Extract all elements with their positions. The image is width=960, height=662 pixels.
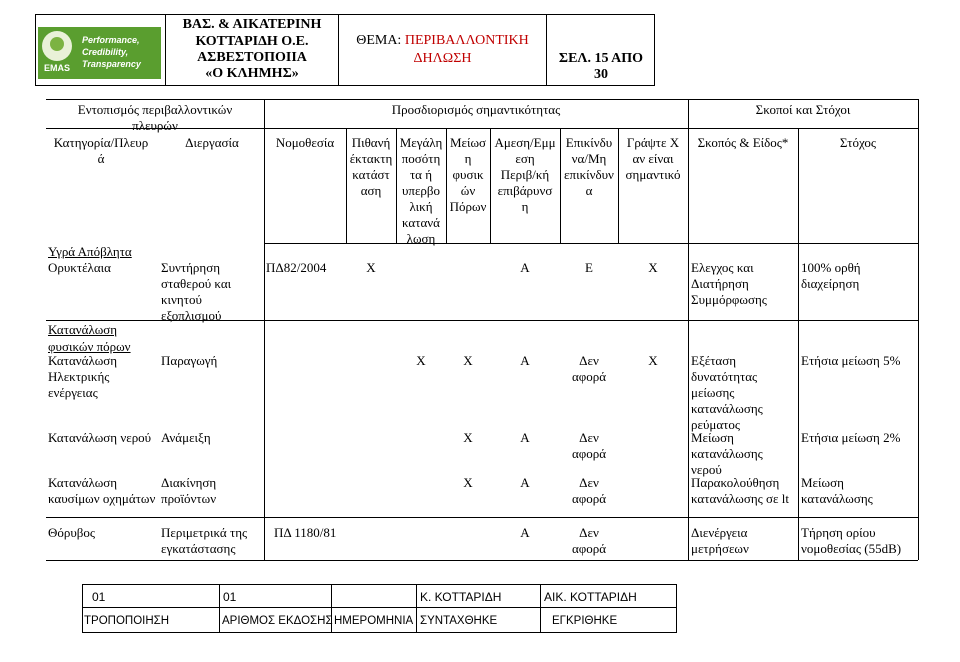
row-target: Ετήσια μείωση 2%	[801, 430, 901, 445]
footer-approver-value: ΑΙΚ. ΚΟΤΤΑΡΙΔΗ	[544, 590, 637, 604]
row-legislation: ΠΔ82/2004	[266, 260, 327, 275]
footer-issue-number-value: 01	[223, 590, 237, 604]
group-header-env-aspects: Εντοπισμός περιβαλλοντικών πλευρών	[77, 102, 233, 133]
row-large-quantity: Χ	[416, 353, 426, 368]
column-header-target: Στόχος	[839, 135, 877, 150]
column-header-direct-indirect: Αμεση/Εμμ εση Περιβ/κή επιβάρυνσ η	[494, 135, 556, 214]
column-header-hazardous: Επικίνδυ να/Μη επικίνδυν α	[564, 135, 614, 198]
row-direct-indirect: Α	[520, 430, 530, 445]
emas-logo-tagline-1: Performance,	[82, 35, 140, 45]
row-target: 100% ορθή διαχείρηση	[801, 260, 861, 291]
row-category: Κατανάλωση καυσίμων οχημάτων	[48, 475, 156, 506]
row-goal-type: Παρακολούθηση κατανάλωσης σε lt	[691, 475, 789, 506]
row-hazardous: Ε	[585, 260, 593, 275]
emas-star-circle-icon	[42, 31, 72, 61]
row-direct-indirect: Α	[520, 260, 530, 275]
row-category: Κατανάλωση νερού	[48, 430, 152, 445]
emas-logo-tagline-3: Transparency	[82, 59, 141, 69]
company-name-line-2: ΚΟΤΤΑΡΙΔΗ Ο.Ε.	[195, 34, 309, 49]
company-name-line-3: ΑΣΒΕΣΤΟΠΟΙΙΑ	[197, 50, 307, 65]
emas-logo	[38, 27, 161, 79]
row-legislation: ΠΔ 1180/81	[274, 525, 337, 540]
row-hazardous: Δεν αφορά	[571, 475, 607, 506]
row-target: Τήρηση ορίου νομοθεσίας (55dB)	[801, 525, 902, 556]
emas-logo-tagline-2: Credibility,	[82, 47, 129, 57]
row-goal-type: Διενέργεια μετρήσεων	[691, 525, 749, 556]
header-divider	[338, 14, 339, 86]
row-target: Ετήσια μείωση 5%	[801, 353, 901, 368]
group-header-significance: Προσδιορισμός σημαντικότητας	[391, 102, 561, 117]
document-theme	[339, 33, 546, 49]
row-resource-reduction: Χ	[463, 353, 473, 368]
group-header-goals: Σκοποί και Στόχοι	[755, 102, 851, 117]
row-target: Μείωση κατανάλωσης	[801, 475, 873, 506]
column-header-category: Κατηγορία/Πλευρ ά	[53, 135, 149, 166]
row-mark-significant: Χ	[648, 260, 658, 275]
row-category: Ορυκτέλαια	[48, 260, 111, 275]
row-hazardous: Δεν αφορά	[571, 525, 607, 556]
row-goal-type: Εξέταση δυνατότητας μείωσης κατανάλωσης ρεύματος	[691, 353, 763, 432]
row-category: Κατανάλωση Ηλεκτρικής ενέργειας	[48, 353, 118, 400]
footer-author-value: Κ. ΚΟΤΤΑΡΙΔΗ	[420, 590, 502, 604]
section-liquid-waste: Υγρά Απόβλητα	[48, 244, 132, 259]
company-name-line-1: ΒΑΣ. & ΑΙΚΑΤΕΡΙΝΗ	[182, 17, 322, 32]
row-hazardous: Δεν αφορά	[571, 430, 607, 461]
row-goal-type: Ελεγχος και Διατήρηση Συμμόρφωσης	[691, 260, 767, 307]
footer-approver-label: ΕΓΚΡΙΘΗΚΕ	[552, 615, 618, 627]
row-process: Συντήρηση σταθερού και κινητού εξοπλισμού	[161, 260, 232, 323]
row-direct-indirect: Α	[520, 475, 530, 490]
row-process: Ανάμειξη	[161, 430, 211, 445]
footer-revision-label: ΤΡΟΠΟΠΟΙΗΣΗ	[84, 615, 170, 627]
footer-issue-number-label: ΑΡΙΘΜΟΣ ΕΚΔΟΣΗΣ	[222, 615, 333, 627]
column-header-legislation: Νομοθεσία	[275, 135, 335, 150]
section-resource-consumption: Κατανάλωση φυσικών πόρων	[48, 322, 131, 354]
emas-logo-badge: EMAS	[44, 63, 71, 73]
row-goal-type: Μείωση κατανάλωσης νερού	[691, 430, 763, 477]
row-process: Διακίνηση προϊόντων	[161, 475, 217, 506]
row-direct-indirect: Α	[520, 525, 530, 540]
row-category: Θόρυβος	[48, 525, 96, 540]
company-name-line-4: «Ο ΚΛΗΜΗΣ»	[205, 66, 299, 81]
column-header-goal-type: Σκοπός & Είδος*	[697, 135, 789, 150]
row-hazardous: Δεν αφορά	[571, 353, 607, 384]
theme-value-line-1: ΠΕΡΙΒΑΛΛΟΝΤΙΚΗ	[404, 33, 529, 48]
column-header-process: Διεργασία	[185, 135, 239, 150]
column-header-possible-emergency: Πιθανή έκτακτη κατάστ αση	[349, 135, 393, 198]
row-process: Περιμετρικά της εγκατάστασης	[161, 525, 248, 556]
column-header-large-quantity: Μεγάλη ποσότη τα ή υπερβο λική κατανά λωση	[399, 135, 443, 246]
page-number-line-1: ΣΕΛ. 15 ΑΠΟ	[558, 51, 644, 66]
row-direct-indirect: Α	[520, 353, 530, 368]
row-possible-emergency: Χ	[366, 260, 376, 275]
row-mark-significant: Χ	[648, 353, 658, 368]
column-header-mark-significant: Γράψτε Χ αν είναι σημαντικό	[625, 135, 681, 182]
row-resource-reduction: Χ	[463, 475, 473, 490]
row-process: Παραγωγή	[161, 353, 218, 368]
column-header-resource-reduction: Μείωσ η φυσικ ών Πόρων	[449, 135, 487, 214]
footer-date-label: ΗΜΕΡΟΜΗΝΙΑ	[334, 615, 414, 627]
page-number-line-2: 30	[594, 67, 608, 82]
theme-value-line-2: ΔΗΛΩΣΗ	[413, 51, 472, 66]
footer-author-label: ΣΥΝΤΑΧΘΗΚΕ	[420, 615, 498, 627]
row-resource-reduction: Χ	[463, 430, 473, 445]
theme-label: ΘΕΜΑ:	[356, 33, 405, 48]
footer-revision-value: 01	[92, 590, 106, 604]
